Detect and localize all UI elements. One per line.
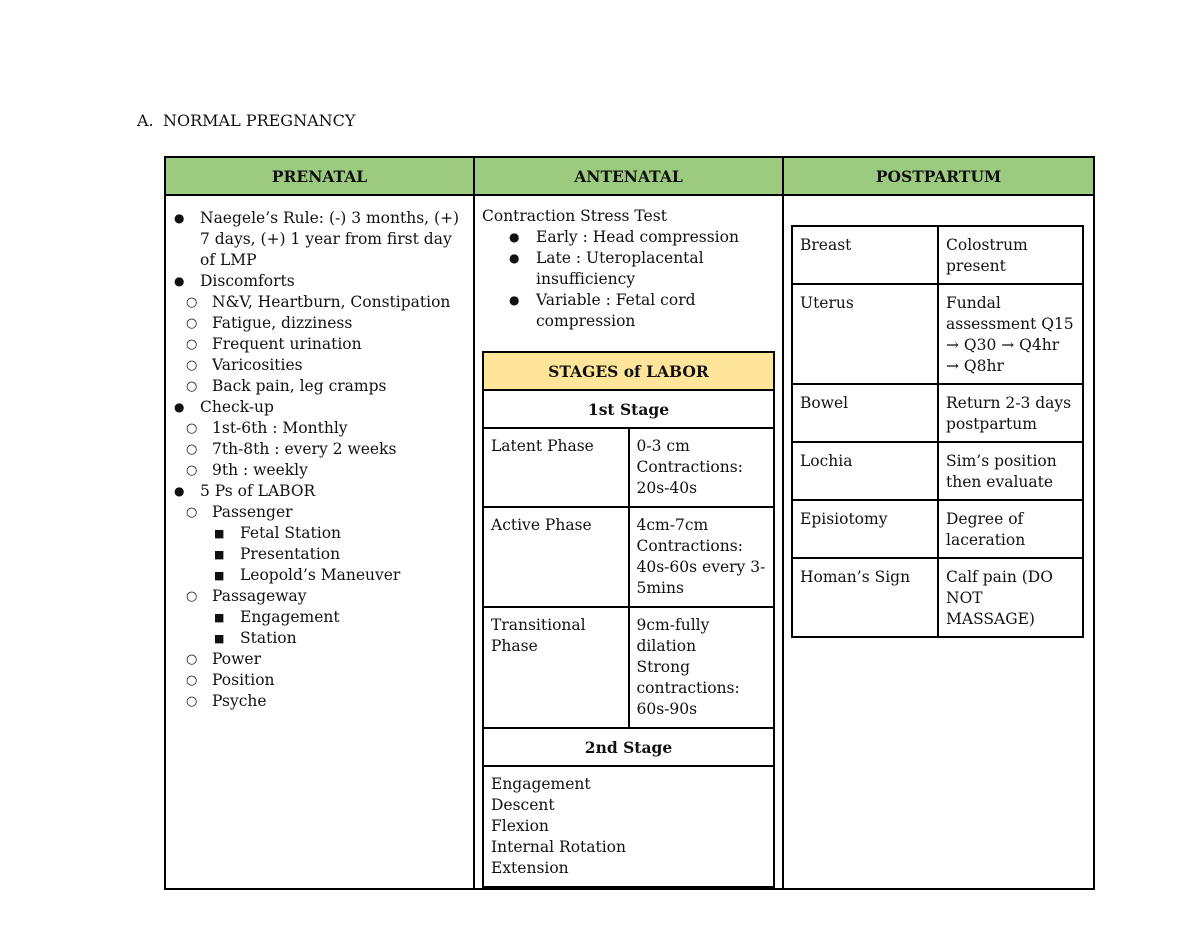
checkup-list: [186, 418, 465, 481]
postpartum-header: POSTPARTUM: [783, 157, 1094, 195]
table-row: [792, 500, 1083, 558]
list-item: ■ Fetal Station: [214, 523, 465, 544]
stage1-header: 1st Stage: [483, 390, 774, 428]
phase-detail: [629, 607, 775, 728]
header-row: [165, 157, 1094, 195]
pp-detail: Return 2-3 days postpartum: [938, 384, 1083, 442]
phase-detail-line: 9cm-fully dilation: [636, 616, 710, 655]
phase-detail-line: 4cm-7cm: [636, 516, 709, 534]
stage2-line: Engagement: [491, 775, 591, 793]
pp-name: Uterus: [792, 284, 938, 384]
phase-detail-line: Strong contractions: 60s-90s: [636, 658, 740, 718]
phase-name: Active Phase: [483, 507, 629, 607]
table-row: [792, 384, 1083, 442]
section-title: NORMAL PREGNANCY: [163, 111, 356, 130]
prenatal-header: PRENATAL: [165, 157, 474, 195]
table-row: [483, 507, 774, 607]
list-item-psyche: ○ Psyche: [186, 691, 465, 712]
list-item: ■ Station: [214, 628, 465, 649]
antenatal-cell: [474, 195, 783, 889]
phase-detail-line: 0-3 cm: [636, 437, 690, 455]
pp-name: Homan’s Sign: [792, 558, 938, 637]
pp-detail: Calf pain (DO NOT MASSAGE): [938, 558, 1083, 637]
list-item: ○ Frequent urination: [186, 334, 465, 355]
stage2-line: Internal Rotation: [491, 838, 626, 856]
list-item: ○ Varicosities: [186, 355, 465, 376]
checkup-label: Check-up: [200, 398, 274, 416]
list-item: ● Variable : Fetal cord compression: [509, 290, 775, 332]
passenger-label: Passenger: [212, 503, 293, 521]
passageway-label: Passageway: [212, 587, 307, 605]
stage2-header: 2nd Stage: [483, 728, 774, 766]
phase-name: Latent Phase: [483, 428, 629, 507]
stage2-line: Flexion: [491, 817, 549, 835]
stage2-detail: [483, 766, 774, 887]
phase-detail: [629, 507, 775, 607]
five-ps-list: [186, 502, 465, 712]
pp-detail: Fundal assessment Q15 → Q30 → Q4hr → Q8hr: [938, 284, 1083, 384]
phase-detail-line: Contractions: 40s-60s every 3-5mins: [636, 537, 766, 597]
stages-of-labor-table: [482, 351, 775, 888]
list-item-naegele: ● Naegele’s Rule: (-) 3 months, (+) 7 days, (+) 1 year from first day of LMP: [174, 208, 465, 271]
content-row: [165, 195, 1094, 889]
prenatal-cell: [165, 195, 474, 889]
pp-name: Episiotomy: [792, 500, 938, 558]
phase-detail: [629, 428, 775, 507]
five-ps-label: 5 Ps of LABOR: [200, 482, 316, 500]
pp-name: Breast: [792, 226, 938, 284]
discomforts-label: Discomforts: [200, 272, 295, 290]
list-item: ○ Fatigue, dizziness: [186, 313, 465, 334]
pp-detail: Degree of laceration: [938, 500, 1083, 558]
list-item-five-ps: [174, 481, 465, 712]
table-row: [792, 284, 1083, 384]
table-row: [792, 226, 1083, 284]
pp-name: Lochia: [792, 442, 938, 500]
table-row: [792, 442, 1083, 500]
list-item-checkup: [174, 397, 465, 481]
list-item: ■ Presentation: [214, 544, 465, 565]
pregnancy-table: [164, 156, 1095, 890]
discomforts-list: [186, 292, 465, 397]
list-item: ○ 9th : weekly: [186, 460, 465, 481]
cst-title: Contraction Stress Test: [482, 207, 667, 225]
list-item: ○ N&V, Heartburn, Constipation: [186, 292, 465, 313]
phase-detail-line: Contractions: 20s-40s: [636, 458, 743, 497]
list-item-passenger: [186, 502, 465, 586]
list-item: ■ Engagement: [214, 607, 465, 628]
postpartum-cell: [783, 195, 1094, 889]
stage2-line: Extension: [491, 859, 569, 877]
antenatal-header: ANTENATAL: [474, 157, 783, 195]
pp-name: Bowel: [792, 384, 938, 442]
section-heading: [137, 111, 355, 130]
list-item: ■ Leopold’s Maneuver: [214, 565, 465, 586]
list-item: ● Late : Uteroplacental insufficiency: [509, 248, 775, 290]
stages-of-labor-title: STAGES of LABOR: [483, 352, 774, 390]
list-item: ○ 7th-8th : every 2 weeks: [186, 439, 465, 460]
list-item-power: ○ Power: [186, 649, 465, 670]
table-row: [483, 607, 774, 728]
table-row: [792, 558, 1083, 637]
postpartum-table: [791, 225, 1084, 638]
list-item: ○ Back pain, leg cramps: [186, 376, 465, 397]
list-item: ● Early : Head compression: [509, 227, 775, 248]
prenatal-list: [174, 208, 465, 712]
passageway-list: [214, 607, 465, 649]
cst-list: [509, 227, 775, 332]
list-item-discomforts: [174, 271, 465, 397]
table-row: [483, 766, 774, 887]
phase-name: Transitional Phase: [483, 607, 629, 728]
table-row: [483, 428, 774, 507]
list-item-passageway: [186, 586, 465, 649]
stage2-line: Descent: [491, 796, 555, 814]
passenger-list: [214, 523, 465, 586]
section-letter: A.: [137, 111, 154, 130]
pp-detail: Sim’s position then evaluate: [938, 442, 1083, 500]
pp-detail: Colostrum present: [938, 226, 1083, 284]
list-item: ○ 1st-6th : Monthly: [186, 418, 465, 439]
list-item-position: ○ Position: [186, 670, 465, 691]
